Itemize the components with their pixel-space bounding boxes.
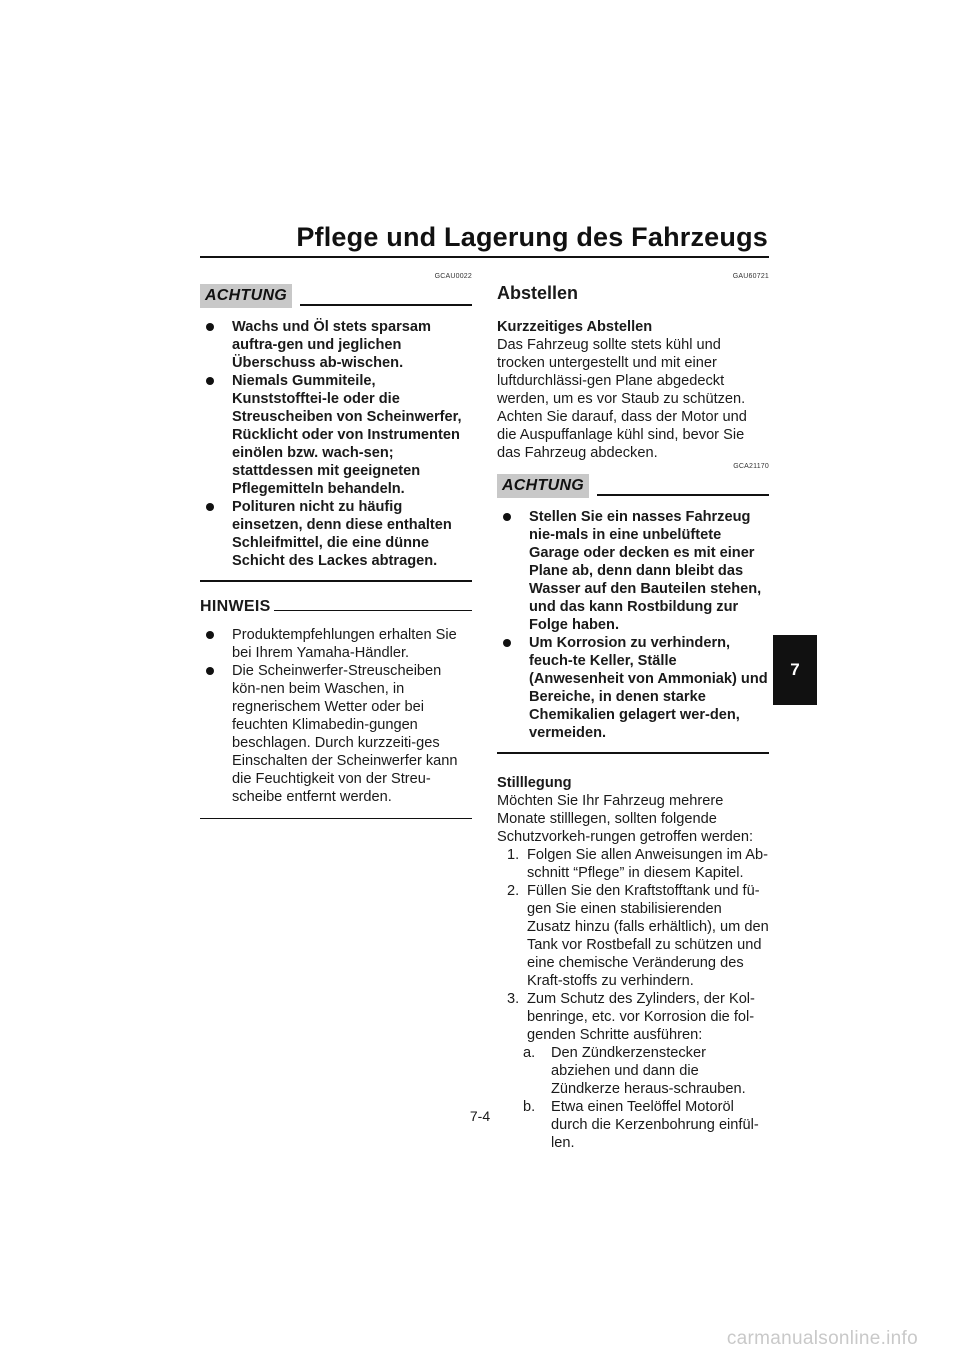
right-column (497, 272, 769, 1152)
list-item-text: Produktempfehlungen erhalten Sie bei Ihrem Yamaha-Händler. (232, 627, 457, 661)
list-item (200, 318, 472, 372)
achtung-label: ACHTUNG (497, 474, 589, 498)
list-item-text: Stellen Sie ein nasses Fahrzeug nie-mals in eine unbelüftete Garage oder decken es mit einer Plane ab, denn dann bleibt das Wasser auf den Bauteilen stehen, und das kann Rostbildung zur Folge haben. (529, 509, 762, 633)
left-column (200, 272, 472, 819)
list-item-text: Zum Schutz des Zylinders, der Kol-benringe, etc. vor Korrosion die fol-genden Schritte ausführen: (527, 991, 755, 1043)
reference-code: GAU60721 (732, 273, 769, 280)
list-item-text: Folgen Sie allen Anweisungen im Ab-schnitt “Pflege” in diesem Kapitel. (527, 847, 768, 881)
list-item-text: Die Scheinwerfer-Streuscheiben kön-nen beim Waschen, in regnerischem Wetter oder bei feuchten Klimabedin-gungen beschlagen. Durch kurzzeiti-ges Einschalten der Scheinwerfer kann die Feuchtigkeit von der Streu-scheibe entfernt werden. (232, 663, 458, 805)
list-number: 2. (507, 883, 520, 899)
reference-code: GCA21170 (733, 463, 769, 470)
hinweis-end-rule (200, 818, 472, 819)
achtung-end-rule (497, 752, 769, 754)
bullet-icon (503, 639, 511, 647)
achtung-rule (300, 304, 472, 306)
watermark: carmanualsonline.info (726, 1328, 918, 1349)
list-letter: a. (523, 1045, 536, 1061)
hinweis-rule (274, 610, 472, 611)
bullet-icon (206, 631, 214, 639)
list-item (497, 990, 769, 1044)
list-item (200, 662, 472, 806)
achtung-list (200, 318, 472, 570)
bullet-icon (206, 377, 214, 385)
list-item (200, 626, 472, 662)
reference-code: GCAU0022 (434, 273, 472, 280)
achtung-list (497, 508, 769, 742)
achtung-label: ACHTUNG (200, 284, 292, 308)
list-number: 1. (507, 847, 520, 863)
bullet-icon (206, 503, 214, 511)
subheading: Kurzzeitiges Abstellen (497, 319, 653, 335)
hinweis-header (200, 596, 472, 618)
lettered-list (497, 1044, 769, 1152)
list-letter: b. (523, 1099, 536, 1115)
subheading: Stilllegung (497, 775, 572, 791)
achtung-notice-header (497, 474, 769, 500)
achtung-end-rule (200, 580, 472, 582)
list-item-text: Etwa einen Teelöffel Motoröl durch die Kerzenbohrung einfül-len. (551, 1099, 759, 1151)
list-item-text: Den Zündkerzenstecker abziehen und dann die Zündkerze heraus-schrauben. (551, 1045, 746, 1097)
list-item (200, 372, 472, 498)
paragraph: Möchten Sie Ihr Fahrzeug mehrere Monate stilllegen, sollten folgende Schutzvorkeh-rungen getroffen werden: (497, 793, 754, 845)
list-item-text: Um Korrosion zu verhindern, feuch-te Keller, Ställe (Anwesenheit von Ammoniak) und Bereiche, in denen starke Chemikalien gelagert wer-den, vermeiden. (529, 635, 768, 741)
list-item (497, 846, 769, 882)
page-title: Pflege und Lagerung des Fahrzeugs (296, 222, 768, 252)
achtung-rule (597, 494, 769, 496)
list-item (497, 882, 769, 990)
bullet-icon (206, 667, 214, 675)
paragraph: Das Fahrzeug sollte stets kühl und trocken untergestellt und mit einer luftdurchlässi-gen Plane abgedeckt werden, um es vor Staub zu schützen. Achten Sie darauf, dass der Motor und die Auspuffanlage kühl sind, bevor Sie das Fahrzeug abdecken. (497, 337, 747, 461)
achtung-notice-header (200, 284, 472, 310)
bullet-icon (206, 323, 214, 331)
list-item (497, 1044, 769, 1098)
bullet-icon (503, 513, 511, 521)
list-item (200, 498, 472, 570)
list-item-text: Wachs und Öl stets sparsam auftra-gen und jeglichen Überschuss ab-wischen. (232, 319, 431, 371)
list-item-text: Polituren nicht zu häufig einsetzen, denn diese enthalten Schleifmittel, die eine dünne Schicht des Lackes abtragen. (232, 499, 452, 569)
list-item (497, 508, 769, 634)
list-number: 3. (507, 991, 520, 1007)
hinweis-list (200, 626, 472, 806)
title-rule (200, 256, 769, 258)
page-number: 7-4 (469, 1108, 491, 1124)
list-item-text: Füllen Sie den Kraftstofftank und fü-gen Sie einen stabilisierenden Zusatz hinzu (falls erhältlich), um den Tank vor Rostbefall zu schützen und eine chemische Veränderung des Kraft-stoffs zu verhindern. (527, 883, 769, 989)
list-item (497, 1098, 769, 1152)
section-title: Abstellen (497, 283, 579, 303)
chapter-tab: 7 (773, 635, 817, 705)
numbered-list (497, 846, 769, 1044)
hinweis-label: HINWEIS (200, 598, 271, 615)
list-item-text: Niemals Gummiteile, Kunststofftei-le oder die Streuscheiben von Scheinwerfer, Rücklicht oder von Instrumenten einölen bzw. wach-sen; stattdessen mit geeigneten Pflegemitteln behandeln. (232, 373, 462, 497)
list-item (497, 634, 769, 742)
